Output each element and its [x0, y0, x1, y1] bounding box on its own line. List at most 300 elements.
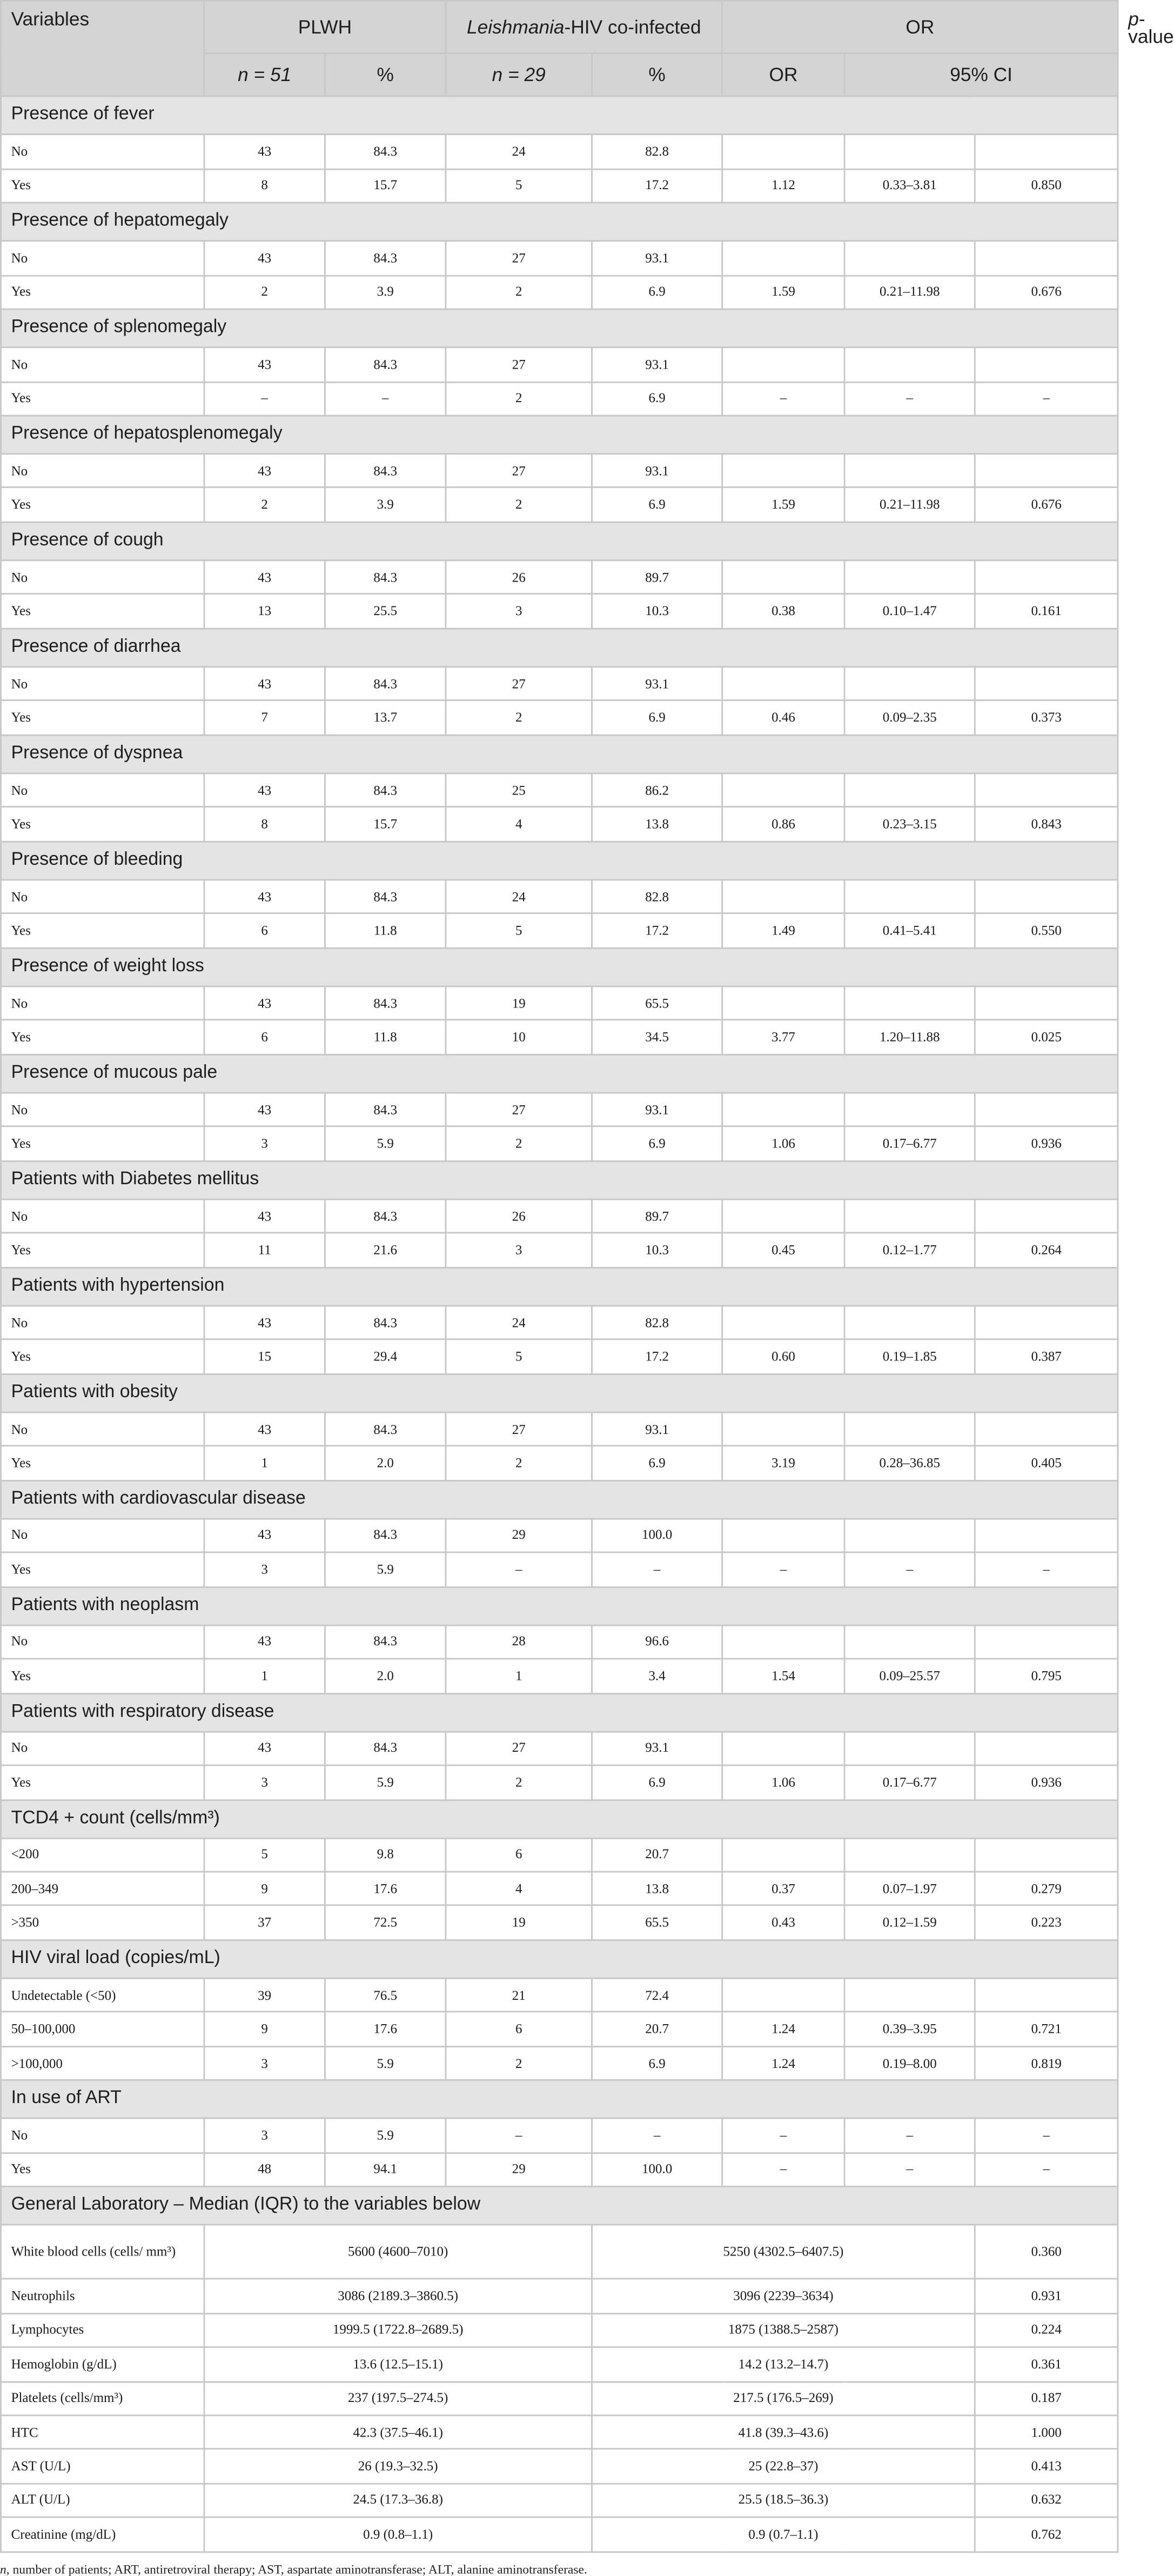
- coinfected-pct: 17.2: [592, 914, 722, 948]
- plwh-pct: 5.9: [325, 1765, 446, 1799]
- plwh-pct: 84.3: [325, 1199, 446, 1233]
- lab-p-value: 0.360: [975, 2225, 1118, 2279]
- table-row: [1, 2153, 1118, 2187]
- coinfected-n: 21: [446, 1978, 592, 2012]
- section-header-row: [1, 203, 1118, 241]
- plwh-pct: 84.3: [325, 1518, 446, 1552]
- lab-p-value: 0.224: [975, 2313, 1118, 2347]
- or-value: 1.59: [722, 275, 844, 309]
- section-header-row: [1, 522, 1118, 560]
- or-value: [722, 773, 844, 807]
- lab-variable: Platelets (cells/mm³): [1, 2381, 204, 2415]
- ci-value: 0.21–11.98: [844, 275, 975, 309]
- coinfected-n: 27: [446, 1093, 592, 1127]
- ci-value: 0.09–2.35: [844, 701, 975, 735]
- table-row: [1, 1412, 1118, 1446]
- lab-variable: Creatinine (mg/dL): [1, 2517, 204, 2551]
- ci-value: [844, 560, 975, 595]
- table-row: [1, 1306, 1118, 1340]
- table-row: [1, 1872, 1118, 1906]
- coinfected-n: 5: [446, 1339, 592, 1373]
- p-value: 0.795: [975, 1659, 1118, 1693]
- or-value: [722, 1518, 844, 1552]
- or-value: [722, 667, 844, 701]
- coinfected-pct: 13.8: [592, 807, 722, 842]
- plwh-n: 43: [204, 135, 325, 169]
- coinfected-n: 10: [446, 1020, 592, 1055]
- coinfected-n: 27: [446, 348, 592, 382]
- coinfected-pct: –: [592, 2119, 722, 2153]
- or-value: 0.60: [722, 1339, 844, 1373]
- p-value: 0.936: [975, 1127, 1118, 1161]
- section-title: Presence of diarrhea: [1, 629, 1118, 667]
- plwh-n: 6: [204, 914, 325, 948]
- row-label: No: [1, 667, 204, 701]
- or-value: 1.54: [722, 1659, 844, 1693]
- section-title: Patients with obesity: [1, 1373, 1118, 1412]
- table-row: [1, 667, 1118, 701]
- row-label: Yes: [1, 1552, 204, 1586]
- plwh-n: 3: [204, 1552, 325, 1586]
- table-row: [1, 1625, 1118, 1659]
- row-label: No: [1, 1625, 204, 1659]
- table-row: [1, 2119, 1118, 2153]
- or-value: [722, 135, 844, 169]
- p-value: 0.850: [975, 169, 1118, 203]
- row-label: No: [1, 1093, 204, 1127]
- or-value: 1.59: [722, 488, 844, 522]
- coinfected-pct: 93.1: [592, 667, 722, 701]
- ci-value: 0.10–1.47: [844, 595, 975, 629]
- row-label: No: [1, 2119, 204, 2153]
- coinfected-n: 2: [446, 1765, 592, 1799]
- row-label: 50–100,000: [1, 2012, 204, 2046]
- table-row: [1, 1093, 1118, 1127]
- or-value: [722, 560, 844, 595]
- coinfected-pct: 6.9: [592, 382, 722, 416]
- ci-value: [844, 1306, 975, 1340]
- or-value: 1.12: [722, 169, 844, 203]
- table-row: [1, 914, 1118, 948]
- plwh-pct: 21.6: [325, 1233, 446, 1267]
- plwh-n: 3: [204, 1765, 325, 1799]
- p-value: 0.279: [975, 1872, 1118, 1906]
- pvalue-rest: -value: [1128, 8, 1174, 48]
- p-value: 0.025: [975, 1020, 1118, 1055]
- coinfected-n: 26: [446, 1199, 592, 1233]
- table-row: [1, 1659, 1118, 1693]
- lab-p-value: 0.632: [975, 2483, 1118, 2517]
- ci-value: 0.41–5.41: [844, 914, 975, 948]
- ci-value: [844, 667, 975, 701]
- plwh-n: 43: [204, 667, 325, 701]
- coinfected-pct: 89.7: [592, 560, 722, 595]
- coinfected-pct: 6.9: [592, 1127, 722, 1161]
- lab-coinfected-median: 1875 (1388.5–2587): [592, 2313, 975, 2347]
- ci-value: –: [844, 1552, 975, 1586]
- row-label: >350: [1, 1906, 204, 1940]
- ci-value: 0.19–8.00: [844, 2046, 975, 2080]
- or-value: 3.19: [722, 1446, 844, 1480]
- ci-value: 0.21–11.98: [844, 488, 975, 522]
- row-label: No: [1, 560, 204, 595]
- lab-plwh-median: 13.6 (12.5–15.1): [204, 2347, 592, 2381]
- coinfected-pct: 100.0: [592, 1518, 722, 1552]
- row-label: No: [1, 1412, 204, 1446]
- coinfected-pct: 34.5: [592, 1020, 722, 1055]
- header-pct-coinfected: %: [592, 54, 722, 96]
- lab-variable: Lymphocytes: [1, 2313, 204, 2347]
- coinfected-pct: 93.1: [592, 1093, 722, 1127]
- coinfected-n: 24: [446, 1306, 592, 1340]
- lab-plwh-median: 0.9 (0.8–1.1): [204, 2517, 592, 2551]
- coinfected-pct: 82.8: [592, 880, 722, 914]
- coinfected-pct: 82.8: [592, 1306, 722, 1340]
- plwh-n: 43: [204, 773, 325, 807]
- ci-value: –: [844, 2119, 975, 2153]
- plwh-pct: 84.3: [325, 241, 446, 275]
- ci-value: 0.12–1.59: [844, 1906, 975, 1940]
- coinfected-n: 2: [446, 488, 592, 522]
- table-row: [1, 275, 1118, 309]
- p-value: 0.676: [975, 275, 1118, 309]
- ci-value: 0.17–6.77: [844, 1127, 975, 1161]
- header-n-coinfected: [446, 54, 592, 96]
- ci-value: –: [844, 2153, 975, 2187]
- plwh-pct: 5.9: [325, 2046, 446, 2080]
- header-or-group: OR: [722, 1, 1118, 53]
- section-title: Patients with neoplasm: [1, 1586, 1118, 1625]
- p-value: [975, 667, 1118, 701]
- plwh-n: 48: [204, 2153, 325, 2187]
- coinfected-pct: –: [592, 1552, 722, 1586]
- coinfected-pct: 6.9: [592, 1446, 722, 1480]
- row-label: Yes: [1, 1233, 204, 1267]
- table-row: [1, 454, 1118, 488]
- ci-value: [844, 1625, 975, 1659]
- coinfected-n: 5: [446, 169, 592, 203]
- plwh-pct: 84.3: [325, 1625, 446, 1659]
- coinfected-pct: 93.1: [592, 241, 722, 275]
- n-plwh-label: n = 51: [238, 63, 292, 85]
- ci-value: [844, 1978, 975, 2012]
- row-label: No: [1, 454, 204, 488]
- ci-value: [844, 880, 975, 914]
- coinfected-n: 4: [446, 1872, 592, 1906]
- ci-value: 0.09–25.57: [844, 1659, 975, 1693]
- section-title: Presence of bleeding: [1, 842, 1118, 880]
- table-row: [1, 348, 1118, 382]
- coinfected-n: 6: [446, 2012, 592, 2046]
- plwh-n: 7: [204, 701, 325, 735]
- lab-coinfected-median: 5250 (4302.5–6407.5): [592, 2225, 975, 2279]
- p-value: 0.405: [975, 1446, 1118, 1480]
- row-label: No: [1, 241, 204, 275]
- plwh-pct: 11.8: [325, 1020, 446, 1055]
- coinfected-n: 2: [446, 1446, 592, 1480]
- plwh-pct: 3.9: [325, 488, 446, 522]
- coinfected-n: 2: [446, 382, 592, 416]
- coinfected-pct: 93.1: [592, 1412, 722, 1446]
- coinfected-n: 5: [446, 914, 592, 948]
- ci-value: [844, 348, 975, 382]
- section-title: Presence of hepatosplenomegaly: [1, 416, 1118, 454]
- section-title: Patients with cardiovascular disease: [1, 1480, 1118, 1518]
- plwh-pct: 29.4: [325, 1339, 446, 1373]
- plwh-n: 43: [204, 454, 325, 488]
- plwh-n: 43: [204, 1093, 325, 1127]
- lab-row: [1, 2450, 1118, 2484]
- coinfected-n: 27: [446, 1412, 592, 1446]
- coinfected-pct: 13.8: [592, 1872, 722, 1906]
- or-value: [722, 454, 844, 488]
- ci-value: [844, 986, 975, 1020]
- p-value: [975, 135, 1118, 169]
- ci-value: [844, 1093, 975, 1127]
- or-value: 0.45: [722, 1233, 844, 1267]
- table-row: [1, 1978, 1118, 2012]
- table-row: [1, 880, 1118, 914]
- plwh-n: 43: [204, 1306, 325, 1340]
- or-value: 3.77: [722, 1020, 844, 1055]
- ci-value: [844, 773, 975, 807]
- or-value: 1.06: [722, 1127, 844, 1161]
- plwh-n: 9: [204, 2012, 325, 2046]
- coinfected-pct: 6.9: [592, 275, 722, 309]
- plwh-pct: 5.9: [325, 1552, 446, 1586]
- section-title: In use of ART: [1, 2080, 1118, 2119]
- coinfected-pct: 6.9: [592, 488, 722, 522]
- or-value: –: [722, 2119, 844, 2153]
- table-row: [1, 807, 1118, 842]
- coinfected-pct: 65.5: [592, 1906, 722, 1940]
- plwh-n: 43: [204, 1518, 325, 1552]
- ci-value: 0.17–6.77: [844, 1765, 975, 1799]
- table-row: [1, 2046, 1118, 2080]
- p-value: [975, 1978, 1118, 2012]
- section-header-row: [1, 1480, 1118, 1518]
- lab-p-value: 0.931: [975, 2279, 1118, 2313]
- coinfected-pct: 89.7: [592, 1199, 722, 1233]
- row-label: No: [1, 773, 204, 807]
- lab-plwh-median: 5600 (4600–7010): [204, 2225, 592, 2279]
- plwh-pct: 25.5: [325, 595, 446, 629]
- p-value: 0.264: [975, 1233, 1118, 1267]
- plwh-pct: 84.3: [325, 454, 446, 488]
- table-row: [1, 1199, 1118, 1233]
- footnote: [0, 2552, 1117, 2576]
- plwh-pct: 13.7: [325, 701, 446, 735]
- lab-coinfected-median: 0.9 (0.7–1.1): [592, 2517, 975, 2551]
- section-title: Presence of weight loss: [1, 948, 1118, 986]
- section-header-row: [1, 1267, 1118, 1305]
- p-value: [975, 1838, 1118, 1872]
- or-value: 0.86: [722, 807, 844, 842]
- plwh-n: 15: [204, 1339, 325, 1373]
- ci-value: 0.28–36.85: [844, 1446, 975, 1480]
- coinfected-pct: 6.9: [592, 2046, 722, 2080]
- or-value: [722, 1306, 844, 1340]
- section-header-row: [1, 2187, 1118, 2225]
- coinfected-n: 24: [446, 880, 592, 914]
- table-row: [1, 1127, 1118, 1161]
- section-header-row: [1, 1586, 1118, 1625]
- plwh-pct: 84.3: [325, 880, 446, 914]
- coinfected-n: 2: [446, 1127, 592, 1161]
- section-header-row: [1, 1799, 1118, 1838]
- table-row: [1, 135, 1118, 169]
- row-label: No: [1, 1199, 204, 1233]
- coinfected-pct: 72.4: [592, 1978, 722, 2012]
- row-label: No: [1, 1731, 204, 1765]
- header-coinfected: [446, 1, 722, 53]
- table-row: [1, 1339, 1118, 1373]
- table-row: [1, 169, 1118, 203]
- or-value: 0.43: [722, 1906, 844, 1940]
- lab-variable: HTC: [1, 2415, 204, 2450]
- plwh-pct: 5.9: [325, 2119, 446, 2153]
- coinfected-pct: 6.9: [592, 701, 722, 735]
- plwh-n: 8: [204, 169, 325, 203]
- p-value: [975, 1625, 1118, 1659]
- coinfected-pct: 10.3: [592, 595, 722, 629]
- table-row: [1, 773, 1118, 807]
- lab-variable: AST (U/L): [1, 2450, 204, 2484]
- row-label: Yes: [1, 701, 204, 735]
- plwh-n: 2: [204, 275, 325, 309]
- plwh-pct: 76.5: [325, 1978, 446, 2012]
- or-value: 0.38: [722, 595, 844, 629]
- p-value: [975, 880, 1118, 914]
- section-header-row: [1, 842, 1118, 880]
- p-value: 0.387: [975, 1339, 1118, 1373]
- section-header-row: [1, 309, 1118, 348]
- leishmania-italic: Leishmania: [467, 15, 565, 38]
- p-value: 0.936: [975, 1765, 1118, 1799]
- row-label: No: [1, 880, 204, 914]
- plwh-pct: 84.3: [325, 1412, 446, 1446]
- lab-plwh-median: 24.5 (17.3–36.8): [204, 2483, 592, 2517]
- coinfected-n: 2: [446, 2046, 592, 2080]
- lab-coinfected-median: 41.8 (39.3–43.6): [592, 2415, 975, 2450]
- table-row: [1, 1020, 1118, 1055]
- p-value: –: [975, 2153, 1118, 2187]
- section-title: Presence of cough: [1, 522, 1118, 560]
- table-row: [1, 560, 1118, 595]
- lab-coinfected-median: 25 (22.8–37): [592, 2450, 975, 2484]
- plwh-n: 11: [204, 1233, 325, 1267]
- lab-plwh-median: 237 (197.5–274.5): [204, 2381, 592, 2415]
- lab-p-value: 0.762: [975, 2517, 1118, 2551]
- ci-value: [844, 1518, 975, 1552]
- lab-variable: ALT (U/L): [1, 2483, 204, 2517]
- coinfected-pct: 3.4: [592, 1659, 722, 1693]
- footnote-text: , number of patients; ART, antiretroviral therapy; AST, aspartate aminotransferase; ALT, alanine aminotransferase.: [6, 2561, 587, 2576]
- plwh-pct: 2.0: [325, 1446, 446, 1480]
- or-value: [722, 1978, 844, 2012]
- plwh-n: 43: [204, 241, 325, 275]
- section-title: Presence of hepatomegaly: [1, 203, 1118, 241]
- plwh-n: 43: [204, 1412, 325, 1446]
- table-row: [1, 986, 1118, 1020]
- row-label: Yes: [1, 169, 204, 203]
- header-or: OR: [722, 54, 844, 96]
- lab-row: [1, 2517, 1118, 2551]
- lab-p-value: 0.361: [975, 2347, 1118, 2381]
- lab-row: [1, 2225, 1118, 2279]
- table-row: [1, 1838, 1118, 1872]
- or-value: [722, 1412, 844, 1446]
- ci-value: –: [844, 382, 975, 416]
- coinfected-pct: 20.7: [592, 1838, 722, 1872]
- plwh-pct: 84.3: [325, 135, 446, 169]
- row-label: Yes: [1, 807, 204, 842]
- table-row: [1, 1731, 1118, 1765]
- row-label: Yes: [1, 595, 204, 629]
- coinfected-pct: 100.0: [592, 2153, 722, 2187]
- section-header-row: [1, 1160, 1118, 1199]
- table-row: [1, 701, 1118, 735]
- section-title: Presence of fever: [1, 96, 1118, 135]
- ci-value: 0.33–3.81: [844, 169, 975, 203]
- plwh-n: –: [204, 382, 325, 416]
- table-row: [1, 382, 1118, 416]
- plwh-pct: 5.9: [325, 1127, 446, 1161]
- or-value: [722, 880, 844, 914]
- lab-row: [1, 2483, 1118, 2517]
- n-co-label: n = 29: [492, 63, 546, 85]
- section-header-row: [1, 629, 1118, 667]
- lab-p-value: 0.413: [975, 2450, 1118, 2484]
- row-label: Yes: [1, 1659, 204, 1693]
- plwh-pct: 72.5: [325, 1906, 446, 1940]
- table-row: [1, 1233, 1118, 1267]
- lab-variable: Neutrophils: [1, 2279, 204, 2313]
- row-label: Undetectable (<50): [1, 1978, 204, 2012]
- row-label: Yes: [1, 2153, 204, 2187]
- plwh-pct: 3.9: [325, 275, 446, 309]
- lab-row: [1, 2381, 1118, 2415]
- plwh-pct: 15.7: [325, 169, 446, 203]
- plwh-n: 9: [204, 1872, 325, 1906]
- plwh-n: 43: [204, 986, 325, 1020]
- plwh-n: 43: [204, 880, 325, 914]
- or-value: [722, 1093, 844, 1127]
- coinfected-n: 4: [446, 807, 592, 842]
- ci-value: 0.19–1.85: [844, 1339, 975, 1373]
- header-variables: Variables: [1, 1, 204, 96]
- plwh-n: 43: [204, 348, 325, 382]
- plwh-pct: 84.3: [325, 1306, 446, 1340]
- coinfected-n: 29: [446, 1518, 592, 1552]
- ci-value: 0.23–3.15: [844, 807, 975, 842]
- coinfected-n: 28: [446, 1625, 592, 1659]
- coinfected-n: 26: [446, 560, 592, 595]
- ci-value: [844, 1412, 975, 1446]
- plwh-n: 6: [204, 1020, 325, 1055]
- section-header-row: [1, 1940, 1118, 1978]
- p-value: 0.223: [975, 1906, 1118, 1940]
- plwh-n: 39: [204, 1978, 325, 2012]
- p-value: –: [975, 382, 1118, 416]
- p-value: 0.721: [975, 2012, 1118, 2046]
- lab-section-title: General Laboratory – Median (IQR) to the variables below: [1, 2187, 1118, 2225]
- table-row: [1, 1518, 1118, 1552]
- ci-value: 0.12–1.77: [844, 1233, 975, 1267]
- coinfected-n: 19: [446, 986, 592, 1020]
- table-row: [1, 1552, 1118, 1586]
- or-value: 1.24: [722, 2012, 844, 2046]
